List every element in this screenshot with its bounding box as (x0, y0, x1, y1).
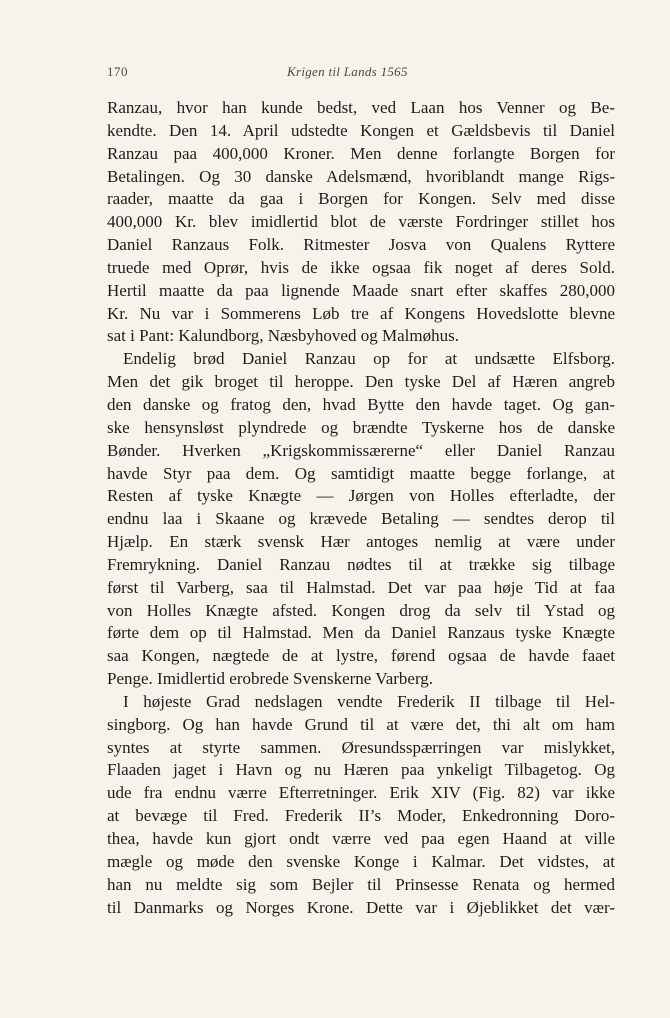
text-line: Resten af tyske Knægte — Jørgen von Holles efterladte, der (107, 486, 615, 506)
text-line: havde Styr paa dem. Og samtidigt maatte begge forlange, at (107, 463, 615, 483)
text-line: sat i Pant: Kalundborg, Næsbyhoved og Malmøhus. (107, 326, 459, 346)
text-line: Fremrykning. Daniel Ranzau nødtes til at trække sig tilbage (107, 554, 615, 574)
page-header (107, 64, 615, 84)
text-line: Daniel Ranzaus Folk. Ritmester Josva von Qualens Ryttere (107, 235, 615, 255)
page-number: 170 (107, 64, 128, 79)
text-line: den danske og fratog den, hvad Bytte den havde taget. Og gan- (107, 394, 615, 414)
text-line: at bevæge til Fred. Frederik II’s Moder, Enkedronning Doro- (107, 806, 615, 826)
text-line: førte dem op til Halmstad. Men da Daniel Ranzaus tyske Knægte (107, 623, 615, 643)
body-text (107, 97, 615, 919)
text-line: saa Kongen, nægtede de at lystre, førend ogsaa de havde faaet (107, 646, 615, 666)
text-line: Men det gik broget til heroppe. Den tyske Del af Hæren angreb (107, 372, 615, 392)
text-line: Bønder. Hverken „Krigskommissærerne“ eller Daniel Ranzau (107, 440, 615, 460)
text-line: mægle og møde den svenske Konge i Kalmar. Det vidstes, at (107, 851, 615, 871)
text-line: Endelig brød Daniel Ranzau op for at undsætte Elfsborg. (123, 349, 615, 369)
text-line: Ranzau, hvor han kunde bedst, ved Laan hos Venner og Be- (107, 98, 615, 117)
text-line: truede med Oprør, hvis de ikke ogsaa fik noget af deres Sold. (107, 257, 615, 277)
text-line: ske hensynsløst plyndrede og brændte Tyskerne hos de danske (107, 417, 615, 437)
text-line: ude fra endnu værre Efterretninger. Erik XIV (Fig. 82) var ikke (107, 783, 615, 803)
text-line: singborg. Og han havde Grund til at være det, thi alt om ham (107, 714, 615, 734)
text-line: Ranzau paa 400,000 Kroner. Men denne forlangte Borgen for (107, 143, 615, 163)
text-line: Flaaden jaget i Havn og nu Hæren paa ynkeligt Tilbagetog. Og (107, 760, 615, 780)
text-line: I højeste Grad nedslagen vendte Frederik II tilbage til Hel- (123, 691, 615, 711)
text-line: Kr. Nu var i Sommerens Løb tre af Kongens Hovedslotte blevne (107, 303, 615, 323)
text-line: først til Varberg, saa til Halmstad. Det var paa høje Tid at faa (107, 577, 615, 597)
text-line: Hjælp. En stærk svensk Hær antoges nemlig at være under (107, 532, 615, 552)
text-line: syntes at styrte sammen. Øresundsspærringen var mislykket, (107, 737, 615, 757)
text-line: raader, maatte da gaa i Borgen for Kongen. Selv med disse (107, 189, 615, 209)
text-line: von Holles Knægte afsted. Kongen drog da selv til Ystad og (107, 600, 615, 620)
text-line: kendte. Den 14. April udstedte Kongen et Gældsbevis til Daniel (107, 120, 615, 140)
text-line: endnu laa i Skaane og krævede Betaling — sendtes derop til (107, 509, 615, 529)
text-line: thea, havde kun gjort ondt værre ved paa egen Haand at ville (107, 829, 615, 848)
running-title: Krigen til Lands 1565 (287, 64, 408, 79)
text-line: Betalingen. Og 30 danske Adelsmænd, hvoriblandt mange Rigs- (107, 166, 615, 186)
text-line: 400,000 Kr. blev imidlertid blot de værste Fordringer stillet hos (107, 212, 615, 232)
text-line: til Danmarks og Norges Krone. Dette var i Øjeblikket det vær- (107, 897, 615, 917)
text-line: Penge. Imidlertid erobrede Svenskerne Varberg. (107, 669, 434, 689)
text-line: han nu meldte sig som Bejler til Prinsesse Renata og hermed (107, 874, 615, 894)
text-line: Hertil maatte da paa lignende Maade snart efter skaffes 280,000 (107, 280, 615, 300)
